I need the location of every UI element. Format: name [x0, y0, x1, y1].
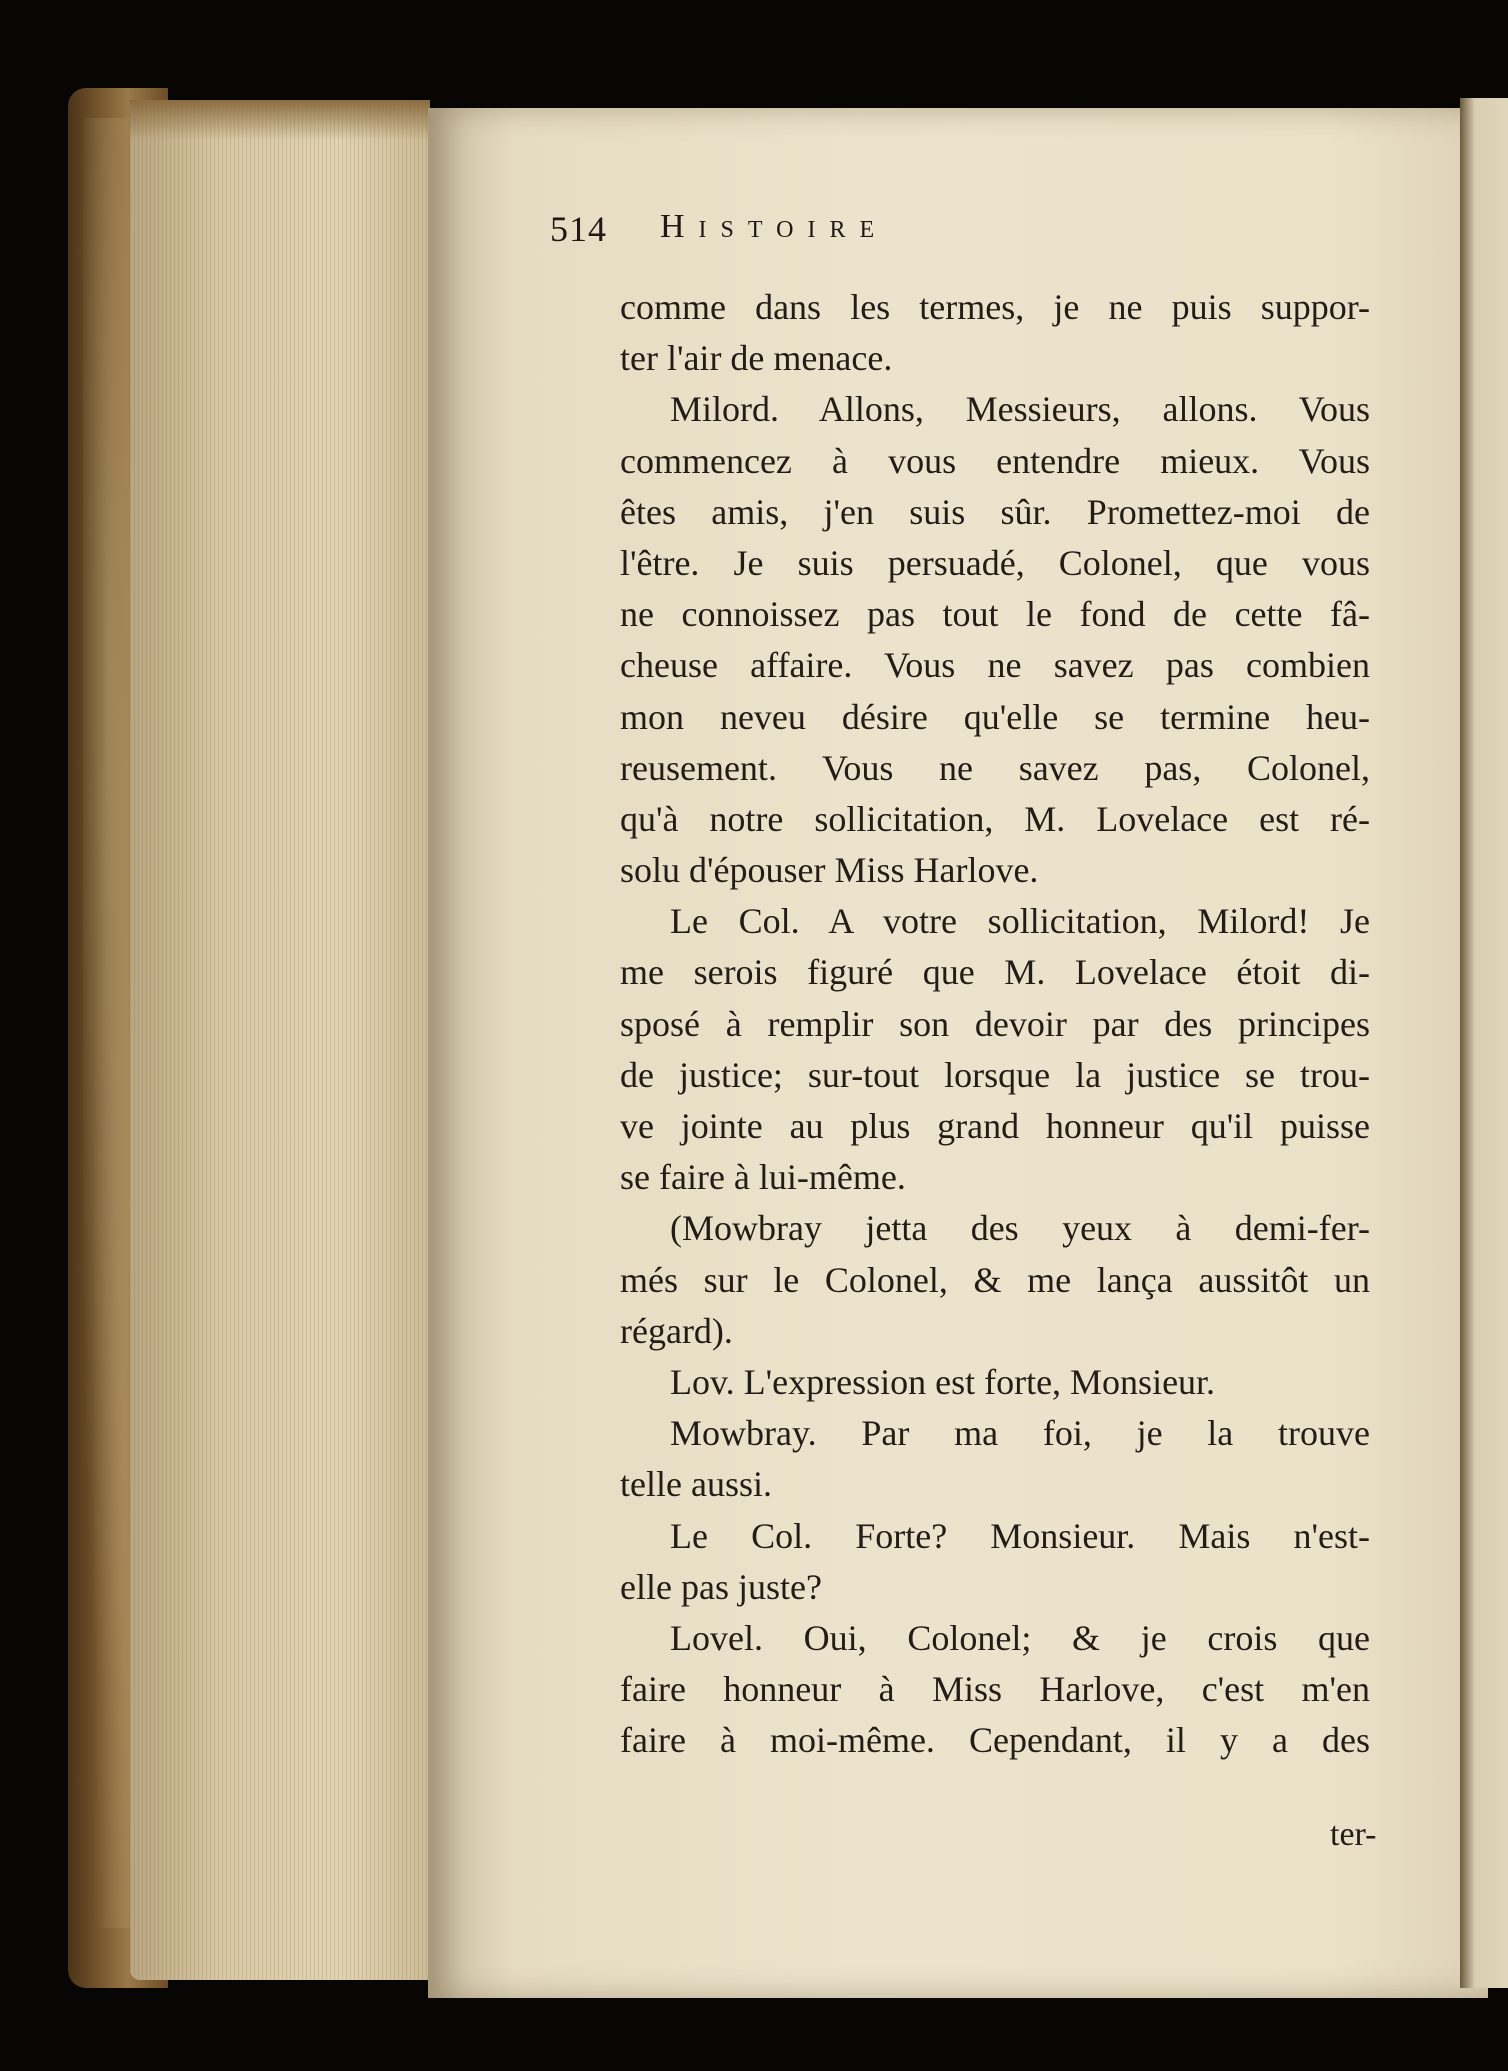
page-number: 514: [550, 209, 607, 249]
catchword: ter-: [1330, 1816, 1377, 1853]
text-line: faire à moi-même. Cependant, il y a des: [620, 1720, 1370, 1761]
page-stack-edge: [130, 100, 430, 1980]
text-line: sposé à remplir son devoir par des principes: [620, 1003, 1370, 1044]
text-line: êtes amis, j'en suis sûr. Promettez-moi de: [620, 491, 1370, 532]
text-line: Milord. Allons, Messieurs, allons. Vous: [670, 389, 1370, 430]
text-line: Lov. L'expression est forte, Monsieur.: [670, 1361, 1216, 1402]
text-line: cheuse affaire. Vous ne savez pas combien: [620, 645, 1370, 686]
text-line: ter l'air de menace.: [620, 338, 893, 379]
running-head: [550, 208, 1250, 258]
text-line: Lovel. Oui, Colonel; & je crois que: [670, 1617, 1370, 1658]
text-line: de justice; sur-tout lorsque la justice se trou-: [620, 1054, 1370, 1095]
text-line: Le Col. Forte? Monsieur. Mais n'est-: [670, 1515, 1370, 1556]
text-line: régard).: [620, 1310, 733, 1351]
text-line: se faire à lui-même.: [620, 1157, 906, 1198]
body-text: [620, 282, 1370, 1766]
facing-page-edge: [1460, 98, 1508, 1988]
text-line: ve jointe au plus grand honneur qu'il puisse: [620, 1106, 1370, 1146]
text-line: l'être. Je suis persuadé, Colonel, que vous: [620, 542, 1370, 583]
text-line: ne connoissez pas tout le fond de cette fâ-: [620, 594, 1370, 635]
text-line: (Mowbray jetta des yeux à demi-fer-: [670, 1208, 1370, 1249]
text-line: faire honneur à Miss Harlove, c'est m'en: [620, 1669, 1370, 1710]
text-line: Le Col. A votre sollicitation, Milord! Je: [670, 901, 1370, 942]
text-line: reusement. Vous ne savez pas, Colonel,: [620, 747, 1370, 788]
text-line: mon neveu désire qu'elle se termine heu-: [620, 696, 1370, 737]
text-line: me serois figuré que M. Lovelace étoit di-: [620, 952, 1370, 993]
text-line: commencez à vous entendre mieux. Vous: [620, 440, 1370, 481]
text-line: solu d'épouser Miss Harlove.: [620, 850, 1039, 891]
text-line: telle aussi.: [620, 1464, 772, 1505]
text-line: més sur le Colonel, & me lança aussitôt un: [620, 1259, 1370, 1300]
text-line: Mowbray. Par ma foi, je la trouve: [670, 1413, 1370, 1454]
text-line: qu'à notre sollicitation, M. Lovelace est ré-: [620, 798, 1370, 839]
text-line: comme dans les termes, je ne puis suppor-: [620, 287, 1370, 327]
text-line: elle pas juste?: [620, 1566, 822, 1607]
running-title: Histoire: [660, 208, 889, 245]
